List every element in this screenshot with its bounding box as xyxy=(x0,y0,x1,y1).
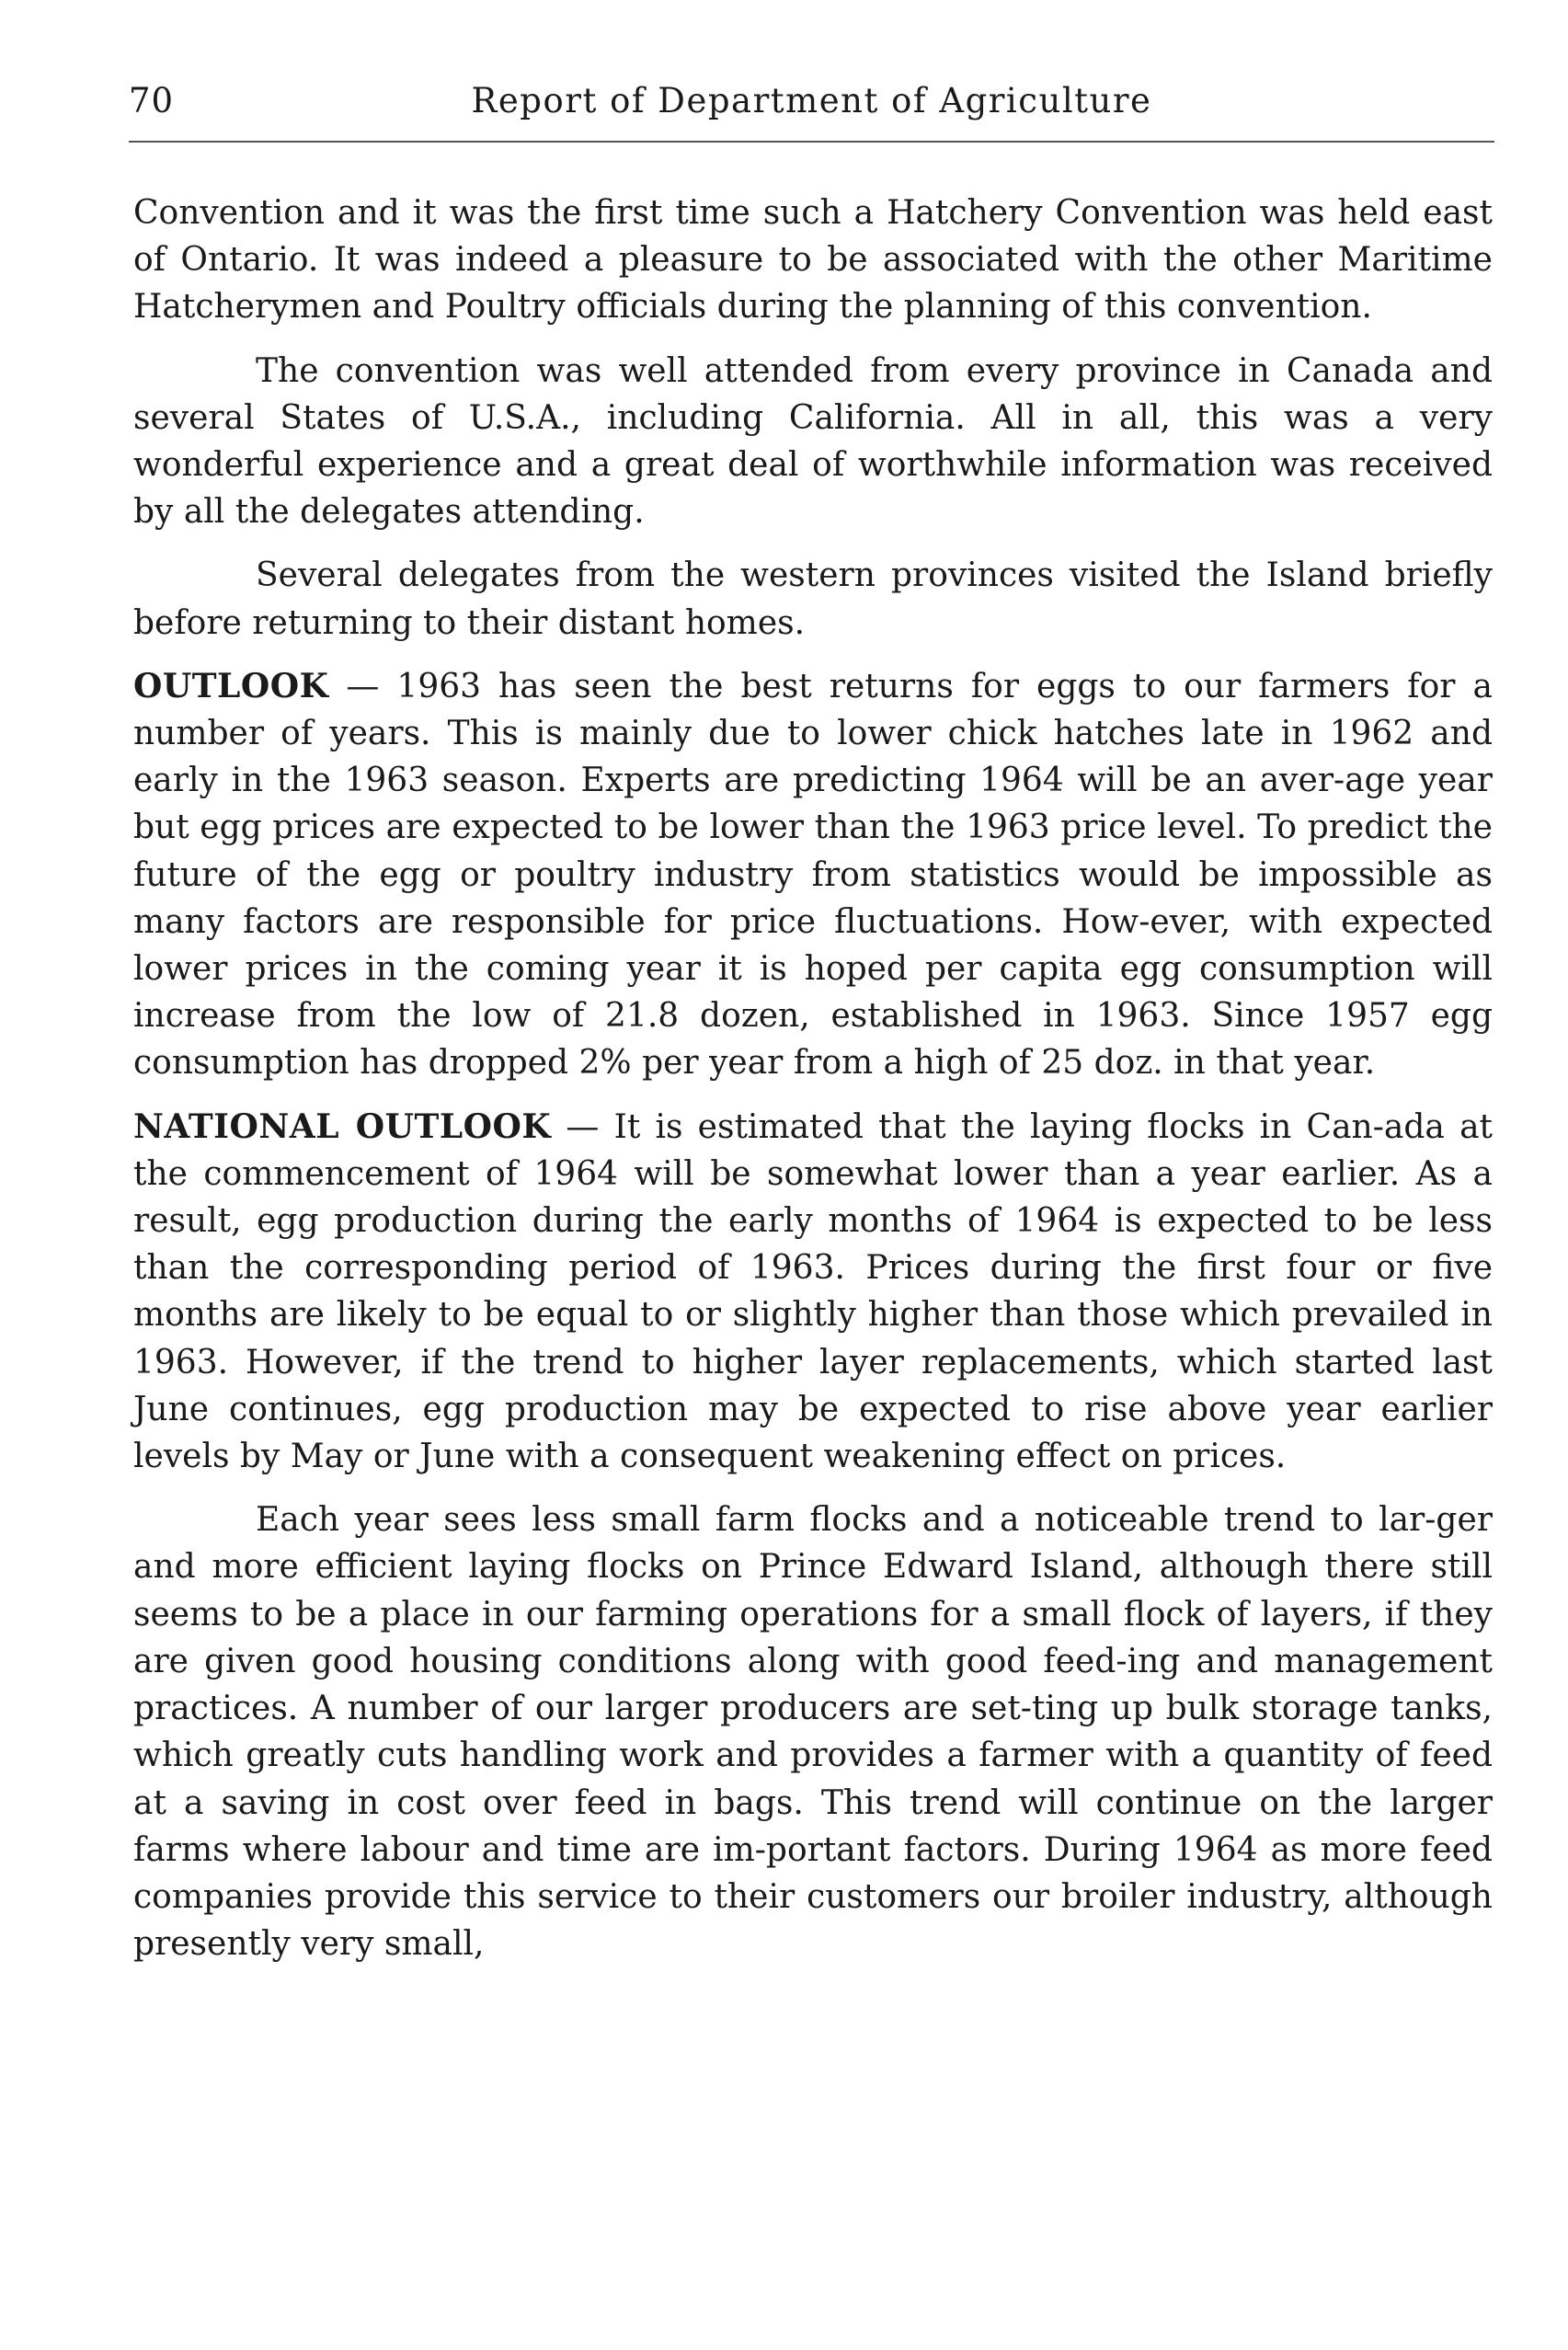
paragraph-national-outlook xyxy=(133,1104,1493,1481)
heading-separator: — xyxy=(328,667,397,705)
paragraph-text: It is estimated that the laying flocks in Can-ada at the commencement of 1964 will be somewhat lower than a year earlier. As a result, egg production during the early months of 1964 is expected to be less than the corresponding period of 1963. Prices during the first four or five months are likely to be equal to or slightly higher than those which prevailed in 1963. However, if the trend to higher layer replacements, which started last June continues, egg production may be expected to rise above year earlier levels by May or June with a consequent weakening effect on prices. xyxy=(133,1107,1493,1476)
paragraph-outlook xyxy=(133,663,1493,1087)
paragraph-text: Convention and it was the first time such a Hatchery Convention was held east of Ontario. It was indeed a pleasure to be associated with the other Maritime Hatcherymen and Poultry officials during the planning of this convention. xyxy=(133,194,1493,327)
section-heading-national-outlook: NATIONAL OUTLOOK xyxy=(133,1106,552,1146)
paragraph-flock-trends xyxy=(133,1496,1493,1967)
paragraph-text: The convention was well attended from every province in Canada and several States of U.S.A., including California. All in all, this was a very wonderful experience and a great deal of worthwhile information was received by all the delegates attending. xyxy=(133,351,1493,532)
running-title: Report of Department of Agriculture xyxy=(471,81,1152,120)
page-number: 70 xyxy=(129,81,175,120)
heading-separator: — xyxy=(551,1107,614,1146)
body-text xyxy=(133,189,1493,1967)
paragraph-convention-attendance xyxy=(133,348,1493,536)
header-rule xyxy=(129,141,1494,143)
section-heading-outlook: OUTLOOK xyxy=(133,666,329,705)
running-head xyxy=(129,81,1494,132)
paragraph-text: Several delegates from the western provinces visited the Island briefly before returning to their distant homes. xyxy=(133,556,1493,642)
paragraph-western-delegates xyxy=(133,552,1493,646)
paragraph-text: Each year sees less small farm flocks and a noticeable trend to lar-ger and more efficient laying flocks on Prince Edward Island, although there still seems to be a place in our farming operations for a small flock of layers, if they are given good housing conditions along with good feed-ing and management practices. A number of our larger producers are set-ting up bulk storage tanks, which greatly cuts handling work and provides a farmer with a quantity of feed at a saving in cost over feed in bags. This trend will continue on the larger farms where labour and time are im-portant factors. During 1964 as more feed companies provide this service to their customers our broiler industry, although presently very small, xyxy=(133,1501,1493,1964)
paragraph-text: 1963 has seen the best returns for eggs to our farmers for a number of years. This is mainly due to lower chick hatches late in 1962 and early in the 1963 season. Experts are predicting 1964 will be an aver-age year but egg prices are expected to be lower than the 1963 price level. To predict the future of the egg or poultry industry from statistics would be impossible as many factors are responsible for price fluctuations. How-ever, with expected lower prices in the coming year it is hoped per capita egg consumption will increase from the low of 21.8 dozen, established in 1963. Since 1957 egg consumption has dropped 2% per year from a high of 25 doz. in that year. xyxy=(133,667,1493,1083)
paragraph-convention-continued xyxy=(133,189,1493,331)
